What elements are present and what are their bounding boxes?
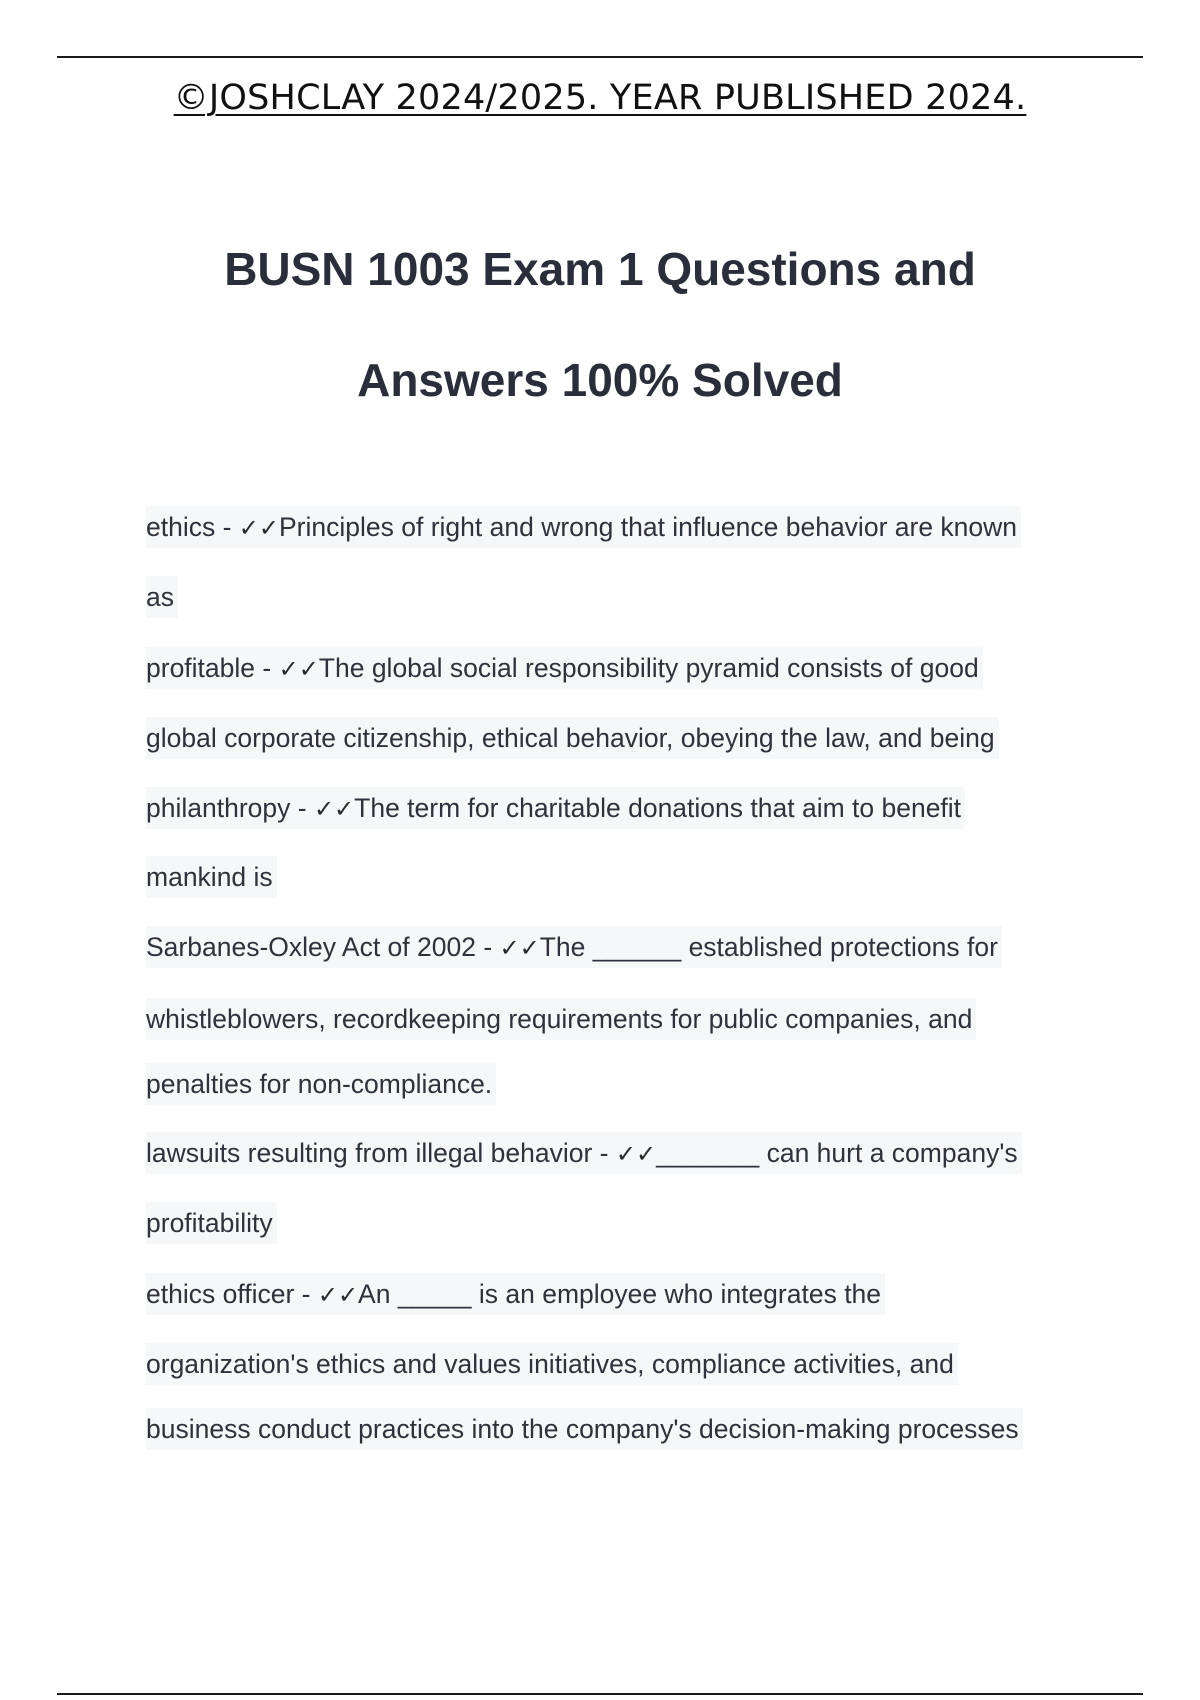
qa-line xyxy=(146,926,1002,968)
qa-text: organization's ethics and values initiatives, compliance activities, and xyxy=(146,1349,954,1379)
qa-text: whistleblowers, recordkeeping requirements for public companies, and xyxy=(146,1004,973,1034)
qa-line xyxy=(146,856,277,898)
qa-text: as xyxy=(146,582,174,612)
qa-term: ethics officer - xyxy=(146,1279,318,1309)
qa-line xyxy=(146,1132,1022,1174)
qa-text: penalties for non-compliance. xyxy=(146,1069,493,1099)
qa-text: business conduct practices into the company's decision-making processes xyxy=(146,1414,1019,1444)
bottom-rule xyxy=(57,1693,1143,1695)
check-mark-icon: ✓✓ xyxy=(238,514,279,542)
qa-term: lawsuits resulting from illegal behavior - xyxy=(146,1138,616,1168)
check-mark-icon: ✓✓ xyxy=(278,655,319,683)
qa-line xyxy=(146,787,965,829)
qa-text: Principles of right and wrong that influence behavior are known xyxy=(279,512,1018,542)
qa-term: Sarbanes-Oxley Act of 2002 - xyxy=(146,932,500,962)
qa-line xyxy=(146,1273,885,1315)
qa-line xyxy=(146,1408,1023,1450)
qa-line xyxy=(146,506,1021,548)
qa-line xyxy=(146,717,999,759)
qa-line xyxy=(146,647,983,689)
check-mark-icon: ✓✓ xyxy=(317,1281,359,1309)
qa-line xyxy=(146,576,178,618)
qa-text: profitability xyxy=(146,1208,273,1238)
top-rule xyxy=(57,56,1143,58)
qa-term: ethics - xyxy=(146,512,239,542)
title-line-2: Answers 100% Solved xyxy=(357,354,843,406)
check-mark-icon: ✓✓ xyxy=(313,795,355,823)
qa-term: profitable - xyxy=(146,653,279,683)
qa-term: philanthropy - xyxy=(146,793,314,823)
qa-text: The global social responsibility pyramid consists of good xyxy=(318,653,979,683)
check-mark-icon: ✓✓ xyxy=(499,934,540,962)
qa-text: An _____ is an employee who integrates the xyxy=(358,1279,882,1309)
copyright-text: ©JOSHCLAY 2024/2025. YEAR PUBLISHED 2024. xyxy=(173,78,1027,118)
qa-text: global corporate citizenship, ethical behavior, obeying the law, and being xyxy=(146,723,995,753)
qa-text: The ______ established protections for xyxy=(539,932,998,962)
qa-line xyxy=(146,1063,496,1105)
qa-text: The term for charitable donations that aim to benefit xyxy=(354,793,962,823)
title-line-1: BUSN 1003 Exam 1 Questions and xyxy=(224,243,976,295)
qa-line xyxy=(146,998,976,1040)
check-mark-icon: ✓✓ xyxy=(615,1140,657,1168)
qa-line xyxy=(146,1202,277,1244)
qa-line xyxy=(146,1343,958,1385)
copyright-header xyxy=(0,78,1200,118)
document-title xyxy=(0,214,1200,436)
qa-text: mankind is xyxy=(146,862,273,892)
qa-text: _______ can hurt a company's xyxy=(656,1138,1018,1168)
